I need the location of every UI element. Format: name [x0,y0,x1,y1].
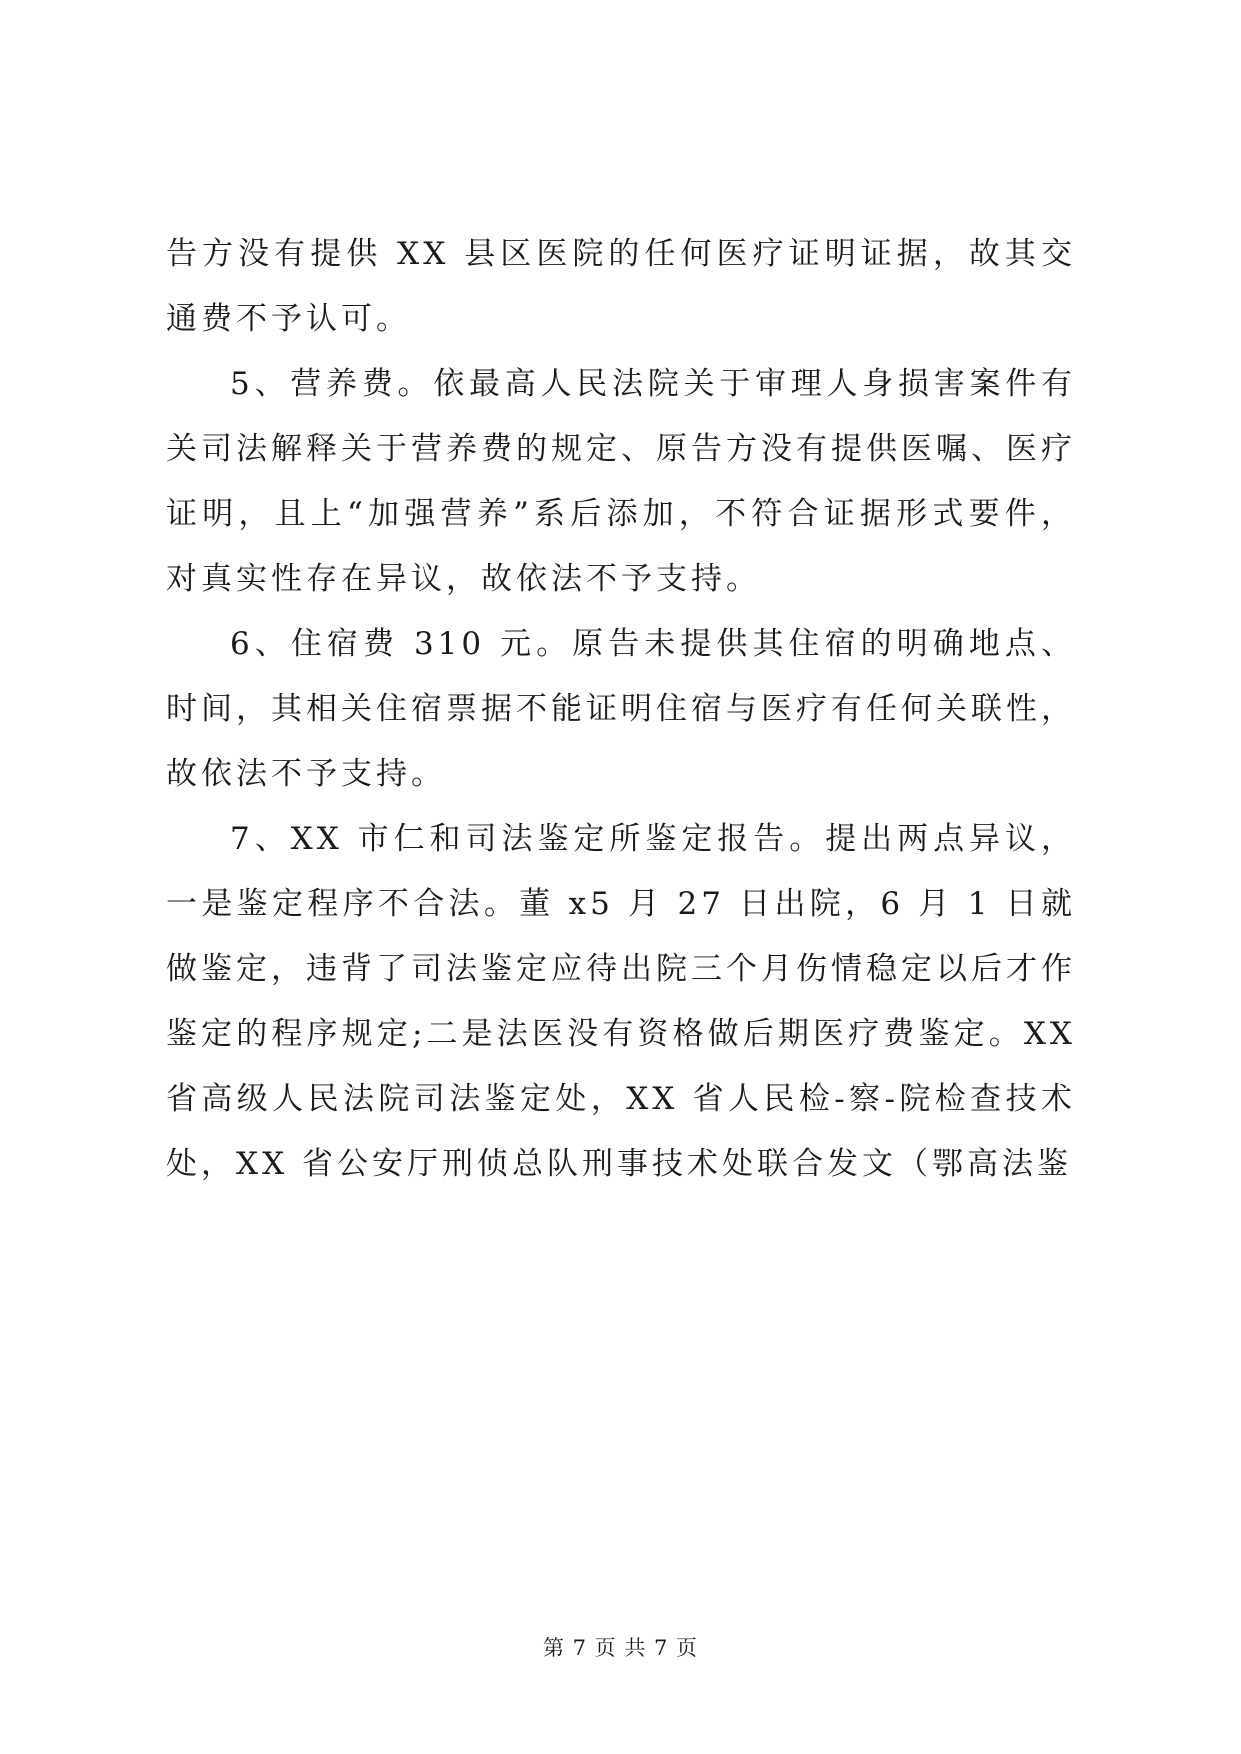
document-body [166,222,1076,1197]
paragraph-transport-fee: 告方没有提供 XX 县区医院的任何医疗证明证据，故其交通费不予认可。 [166,236,1076,337]
page-footer: 第 7 页 共 7 页 [542,1636,699,1660]
paragraph-nutrition-fee: 5、营养费。依最高人民法院关于审理人身损害案件有关司法解释关于营养费的规定、原告方没有提供医嘱、医疗证明，且上“加强营养”系后添加，不符合证据形式要件，对真实性存在异议，故依法不予支持。 [166,366,1076,597]
paragraph-appraisal-report: 7、XX 市仁和司法鉴定所鉴定报告。提出两点异议，一是鉴定程序不合法。董 x5 月 27 日出院，6 月 1 日就做鉴定，违背了司法鉴定应待出院三个月伤情稳定以后才作鉴定的程序规定;二是法医没有资格做后期医疗费鉴定。XX 省高级人民法院司法鉴定处，XX 省人民检-察-院检查技术处，XX 省公安厅刑侦总队刑事技术处联合发文（鄂高法鉴 [166,821,1076,1182]
paragraph-accommodation-fee: 6、住宿费 310 元。原告未提供其住宿的明确地点、时间，其相关住宿票据不能证明住宿与医疗有任何关联性，故依法不予支持。 [166,626,1076,792]
